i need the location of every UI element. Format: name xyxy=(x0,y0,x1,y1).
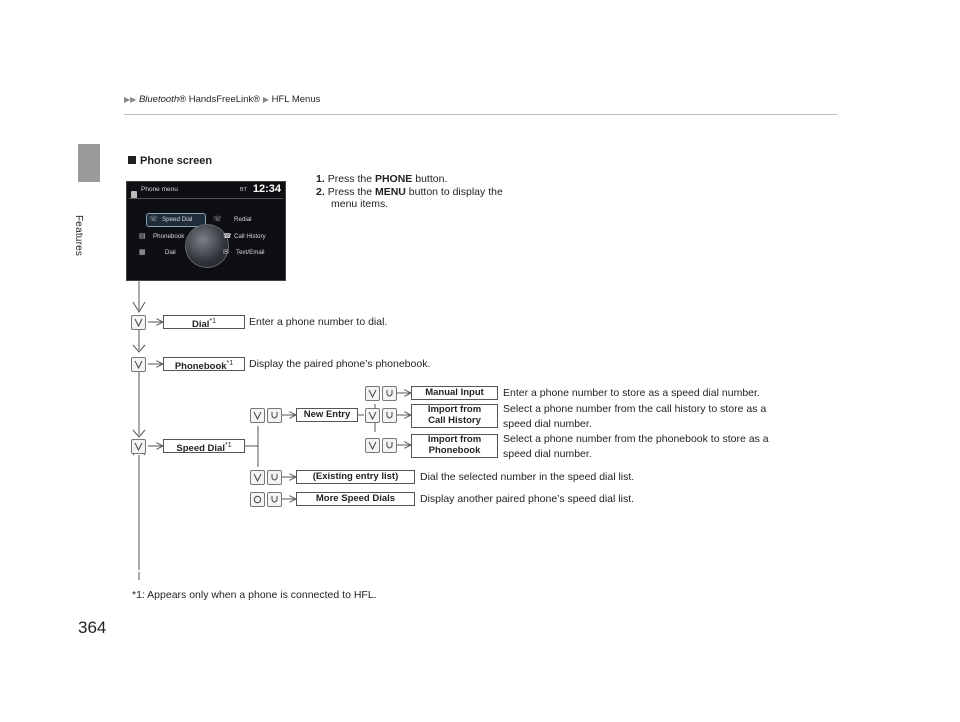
menu-label-existing-entry: (Existing entry list) xyxy=(296,470,415,484)
menu-label-phonebook: Phonebook$^{*1}$ xyxy=(163,357,245,371)
knob-press-icon xyxy=(267,492,282,507)
breadcrumb-arrow-icon: ▶▶ xyxy=(124,95,137,104)
menu-label-speed-dial: Speed Dial$^{*1}$ xyxy=(163,439,245,453)
knob-rotate-icon xyxy=(131,357,146,372)
knob-press-icon xyxy=(382,408,397,423)
desc-import-phonebook: Select a phone number from the phonebook to store as a speed dial number. xyxy=(503,433,769,460)
screen-item-redial: Redial xyxy=(234,216,252,223)
breadcrumb-part1-suffix: ® HandsFreeLink® xyxy=(179,94,261,105)
screen-title: Phone menu xyxy=(141,186,178,193)
phonebook-icon: ▤ xyxy=(139,233,146,240)
knob-rotate-icon xyxy=(250,470,265,485)
menu-label-more-speed-dials: More Speed Dials xyxy=(296,492,415,506)
knob-press-icon xyxy=(267,470,282,485)
desc-phonebook: Display the paired phone’s phonebook. xyxy=(249,358,431,370)
knob-press-icon xyxy=(382,386,397,401)
menu-label-dial: Dial$^{*1}$ xyxy=(163,315,245,329)
knob-tilt-icon xyxy=(250,492,265,507)
redial-icon: ☏ xyxy=(213,216,222,223)
screen-item-call-history: Call History xyxy=(234,233,266,240)
knob-rotate-icon xyxy=(131,315,146,330)
knob-rotate-icon xyxy=(365,438,380,453)
dial-keypad-icon: ▦ xyxy=(139,249,146,256)
footnote: *1: Appears only when a phone is connected to HFL. xyxy=(132,589,377,601)
knob-rotate-icon xyxy=(365,386,380,401)
section-title-text: Phone screen xyxy=(140,155,213,167)
text-email-icon: ✉ xyxy=(223,249,229,256)
speed-dial-icon: ☏ xyxy=(149,216,158,223)
screen-item-speed-dial: Speed Dial xyxy=(162,216,193,223)
knob-rotate-icon xyxy=(365,408,380,423)
breadcrumb-part2: HFL Menus xyxy=(271,94,321,105)
step-2-cont: menu items. xyxy=(331,198,389,210)
step-2: 2. Press the MENU button to display the xyxy=(316,185,503,198)
menu-label-import-call-history: Import from Call History xyxy=(411,404,498,428)
screen-clock: 12:34 xyxy=(252,183,281,195)
knob-rotate-icon xyxy=(131,439,146,454)
bluetooth-indicator: BT xyxy=(239,187,247,193)
knob-press-icon xyxy=(382,438,397,453)
desc-dial: Enter a phone number to dial. xyxy=(249,316,388,328)
desc-import-call-history: Select a phone number from the call history to store as a speed dial number. xyxy=(503,403,767,430)
screen-item-text-email: Text/Email xyxy=(236,249,265,256)
knob-rotate-icon xyxy=(250,408,265,423)
screen-item-dial: Dial xyxy=(165,249,176,256)
knob-press-icon xyxy=(267,408,282,423)
call-history-icon: ☎ xyxy=(223,233,232,240)
menu-label-import-phonebook: Import from Phonebook xyxy=(411,434,498,458)
breadcrumb-arrow-icon: ▶ xyxy=(262,95,269,104)
desc-existing-entry: Dial the selected number in the speed dial list. xyxy=(420,471,635,483)
desc-more-speed-dials: Display another paired phone’s speed dial list. xyxy=(420,493,635,505)
step-1: 1. Press the PHONE button. xyxy=(316,173,448,185)
menu-label-new-entry: New Entry xyxy=(296,408,358,422)
screen-item-phonebook: Phonebook xyxy=(153,233,185,240)
breadcrumb-part1: Bluetooth xyxy=(138,94,180,105)
desc-manual-input: Enter a phone number to store as a speed dial number. xyxy=(503,387,760,399)
side-tab-label: Features xyxy=(73,215,84,257)
menu-label-manual-input: Manual Input xyxy=(411,386,498,400)
page-number: 364 xyxy=(78,618,107,637)
